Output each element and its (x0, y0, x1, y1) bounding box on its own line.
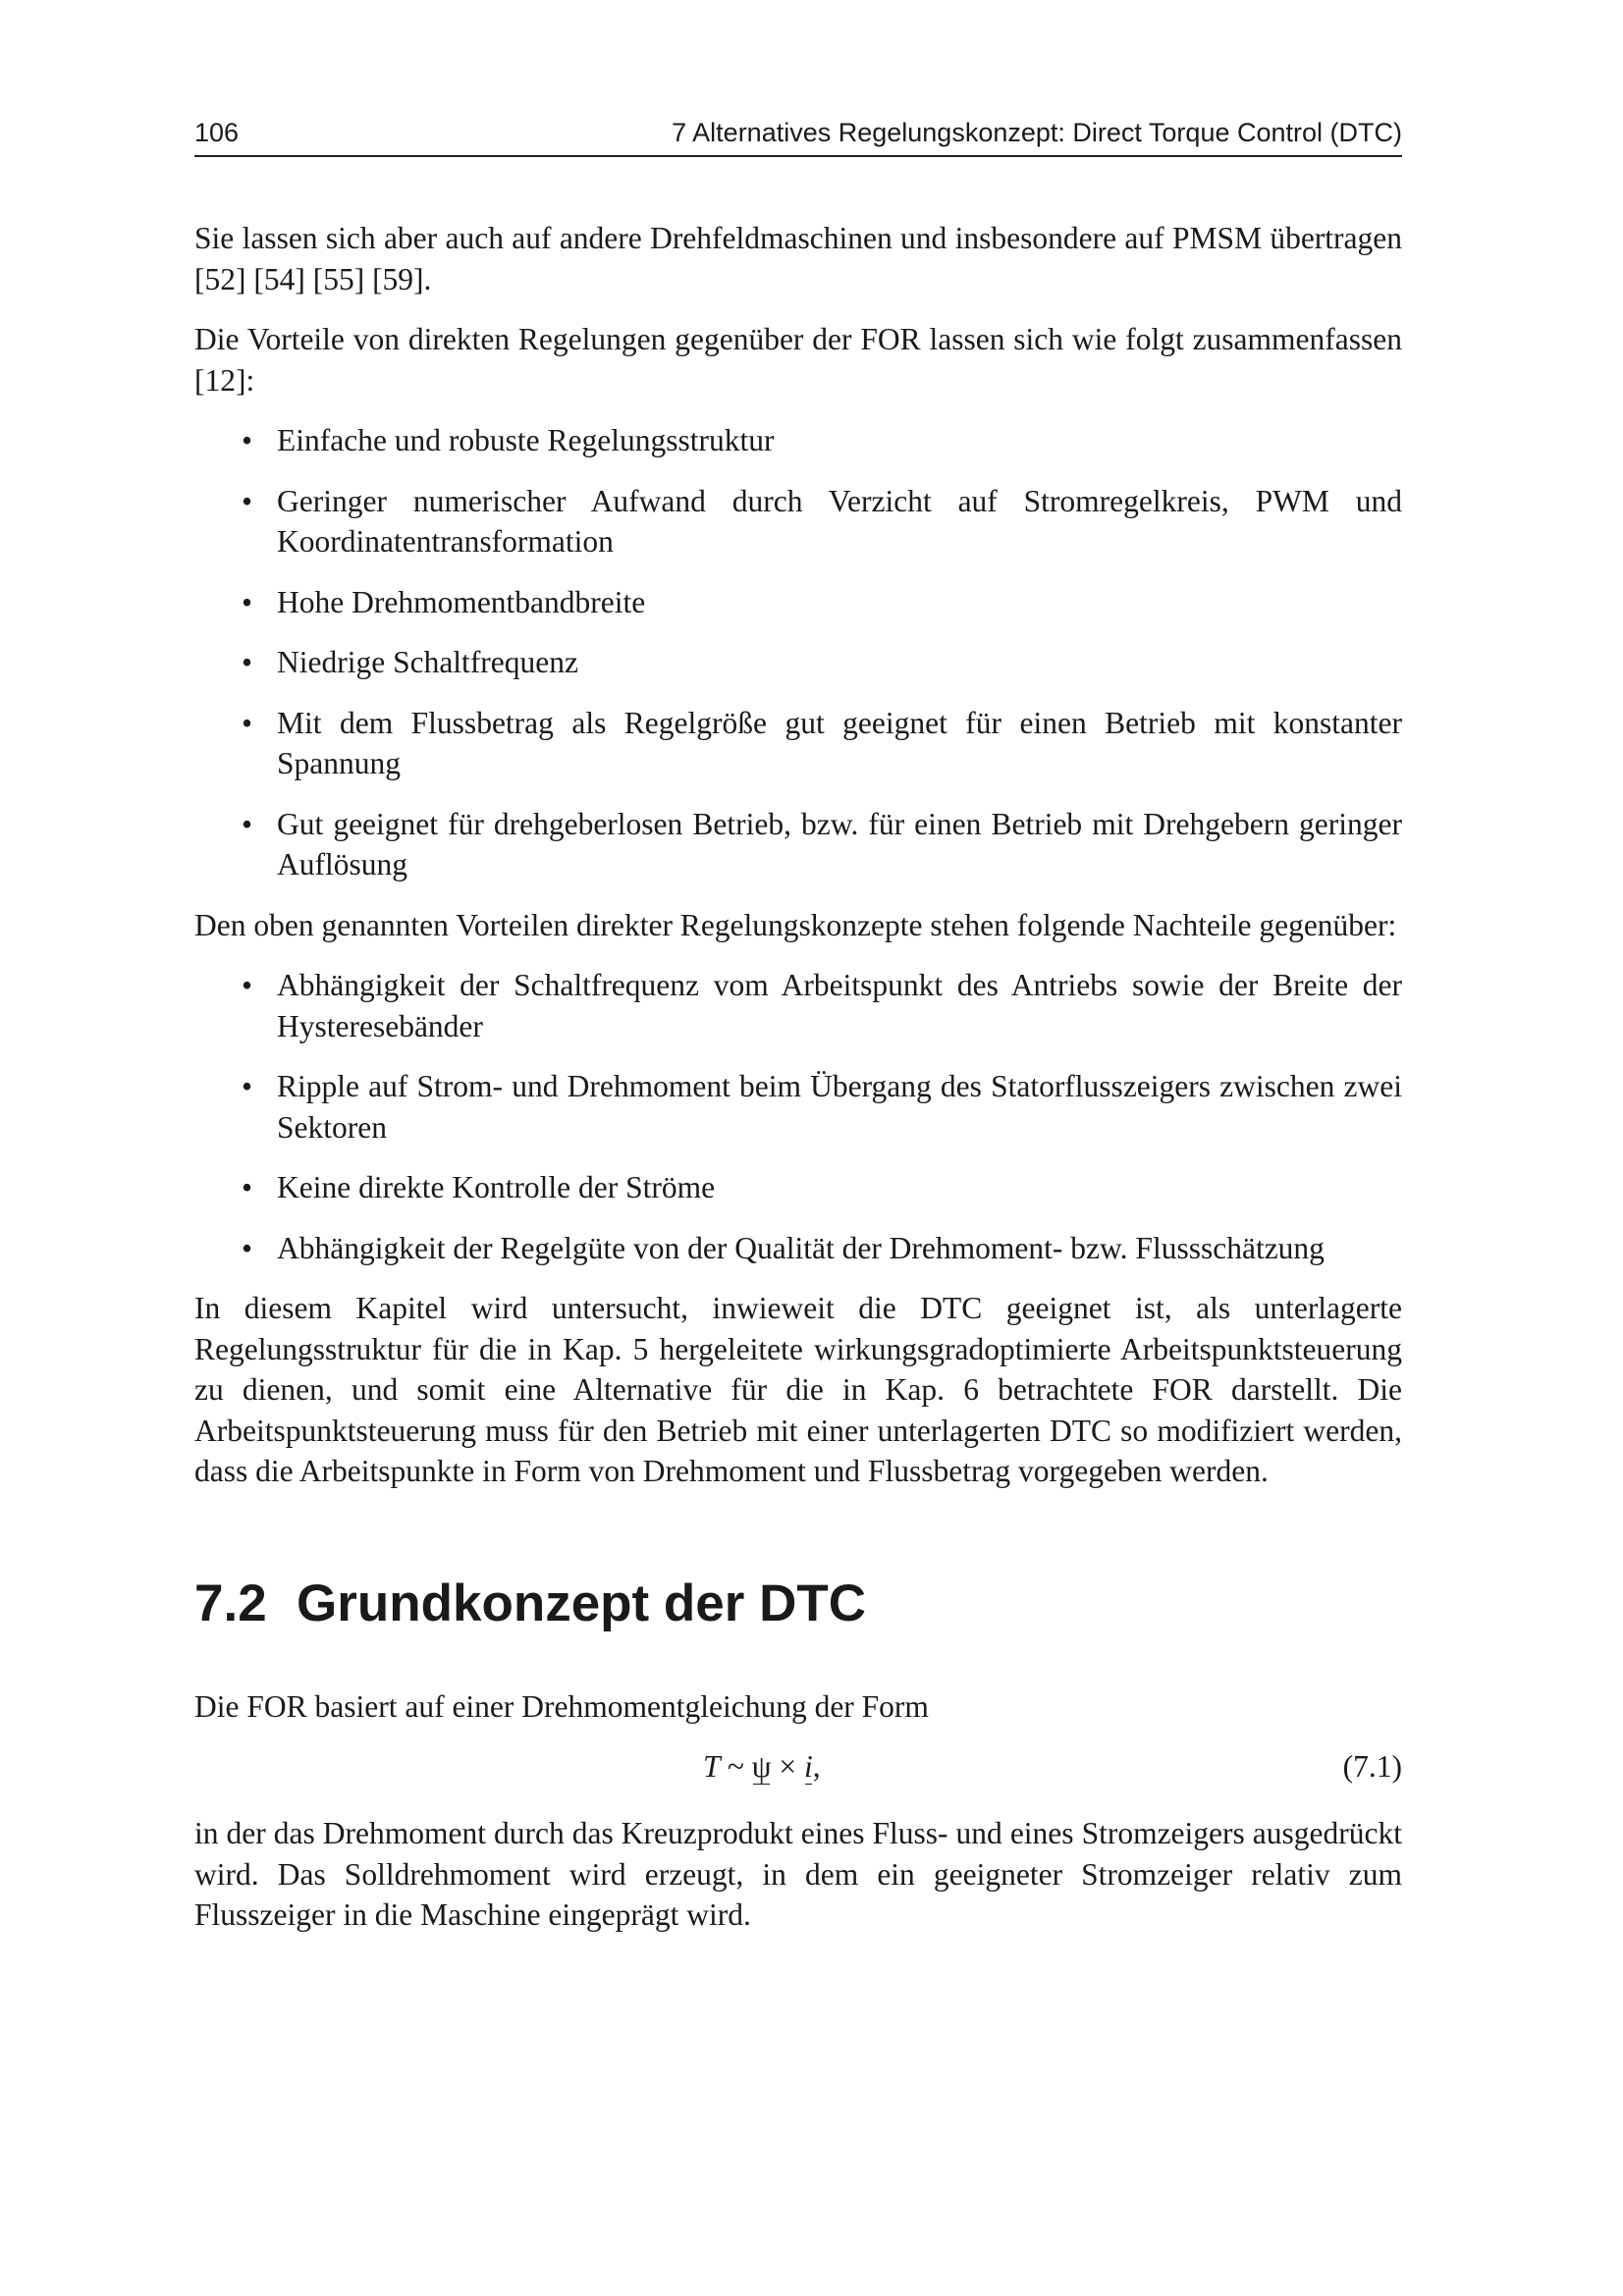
list-item (194, 965, 1402, 1046)
bullet-icon: • (242, 1230, 253, 1265)
bullet-icon: • (242, 1069, 253, 1103)
list-item-text: Geringer numerischer Aufwand durch Verzicht auf Stromregelkreis, PWM und Koordinatentransformation (277, 483, 1402, 559)
bullet-icon: • (242, 645, 253, 679)
list-item-text: Niedrige Schaltfrequenz (277, 645, 578, 679)
list-item (194, 703, 1402, 784)
bullet-icon: • (242, 423, 253, 457)
bullet-icon: • (242, 1170, 253, 1204)
proportional-symbol: ~ (727, 1749, 744, 1784)
equation-7-1 (194, 1746, 1402, 1791)
list-item-text: Gut geeignet für drehgeberlosen Betrieb, bzw. für einen Betrieb mit Drehgebern geringer Auflösung (277, 806, 1402, 881)
bullet-icon: • (242, 705, 253, 740)
list-item-text: Abhängigkeit der Regelgüte von der Qualität der Drehmoment- bzw. Flussschätzung (277, 1230, 1325, 1265)
cross-product-symbol: × (779, 1749, 797, 1784)
list-item (194, 420, 1402, 461)
equation-formula (703, 1746, 821, 1788)
paragraph-intro: Sie lassen sich aber auch auf andere Drehfeldmaschinen und insbesondere auf PMSM übertragen [52] [54] [55] [59]. (194, 221, 1402, 296)
list-item (194, 481, 1402, 562)
list-item (194, 1066, 1402, 1148)
list-item-text: Abhängigkeit der Schaltfrequenz vom Arbeitspunkt des Antriebs sowie der Breite der Hysteresebänder (277, 968, 1402, 1043)
section-number: 7.2 (194, 1574, 267, 1632)
list-item-text: Hohe Drehmomentbandbreite (277, 584, 646, 619)
paragraph-chapter-scope: In diesem Kapitel wird untersucht, inwieweit die DTC geeignet ist, als unterlagerte Regelungsstruktur für die in Kap. 5 hergeleitete wirkungsgradoptimierte Arbeitspunktsteuerung zu dienen, und somit eine Alternative für die in Kap. 6 betrachtete FOR darstellt. Die Arbeitspunktsteuerung muss für den Betrieb mit einer unterlagerten DTC so modifiziert werden, dass die Arbeitspunkte in Form von Drehmoment und Flussbetrag vorgegeben werden. (194, 1291, 1402, 1488)
paragraph-for-intro: Die FOR basiert auf einer Drehmomentgleichung der Form (194, 1688, 929, 1724)
torque-symbol: T (703, 1749, 720, 1784)
current-vector-symbol: i (804, 1746, 813, 1788)
page-header (194, 116, 1402, 157)
list-item-text: Ripple auf Strom- und Drehmoment beim Übergang des Statorflusszeigers zwischen zwei Sektoren (277, 1069, 1402, 1145)
list-item (194, 804, 1402, 885)
list-item-text: Keine direkte Kontrolle der Ströme (277, 1170, 716, 1204)
paragraph-disadvantages-lead: Den oben genannten Vorteilen direkter Regelungskonzepte stehen folgende Nachteile gegenüber: (194, 907, 1397, 942)
section-title: Grundkonzept der DTC (297, 1574, 867, 1632)
bullet-icon: • (242, 968, 253, 1002)
page-number: 106 (194, 118, 240, 147)
bullet-icon: • (242, 584, 253, 619)
equation-label: (7.1) (1342, 1749, 1402, 1784)
list-item (194, 642, 1402, 683)
advantages-list (194, 420, 1402, 885)
flux-vector-symbol: ψ (752, 1746, 772, 1788)
paragraph-advantages-lead: Die Vorteile von direkten Regelungen gegenüber der FOR lassen sich wie folgt zusammenfassen [12]: (194, 322, 1402, 398)
running-title: 7 Alternatives Regelungskonzept: Direct Torque Control (DTC) (672, 118, 1402, 147)
bullet-icon: • (242, 483, 253, 518)
list-item (194, 1228, 1402, 1269)
list-item (194, 582, 1402, 623)
list-item (194, 1167, 1402, 1208)
page-body (194, 218, 1402, 1955)
disadvantages-list (194, 965, 1402, 1268)
bullet-icon: • (242, 806, 253, 841)
list-item-text: Mit dem Flussbetrag als Regelgröße gut geeignet für einen Betrieb mit konstanter Spannung (277, 705, 1402, 780)
list-item-text: Einfache und robuste Regelungsstruktur (277, 423, 775, 457)
section-heading (194, 1573, 1402, 1635)
equation-comma: , (812, 1749, 821, 1784)
paragraph-torque-explanation: in der das Drehmoment durch das Kreuzprodukt eines Fluss- und eines Stromzeigers ausgedrückt wird. Das Solldrehmoment wird erzeugt, in dem ein geeigneter Stromzeiger relativ zum Flusszeiger in die Maschine eingeprägt wird. (194, 1816, 1402, 1932)
